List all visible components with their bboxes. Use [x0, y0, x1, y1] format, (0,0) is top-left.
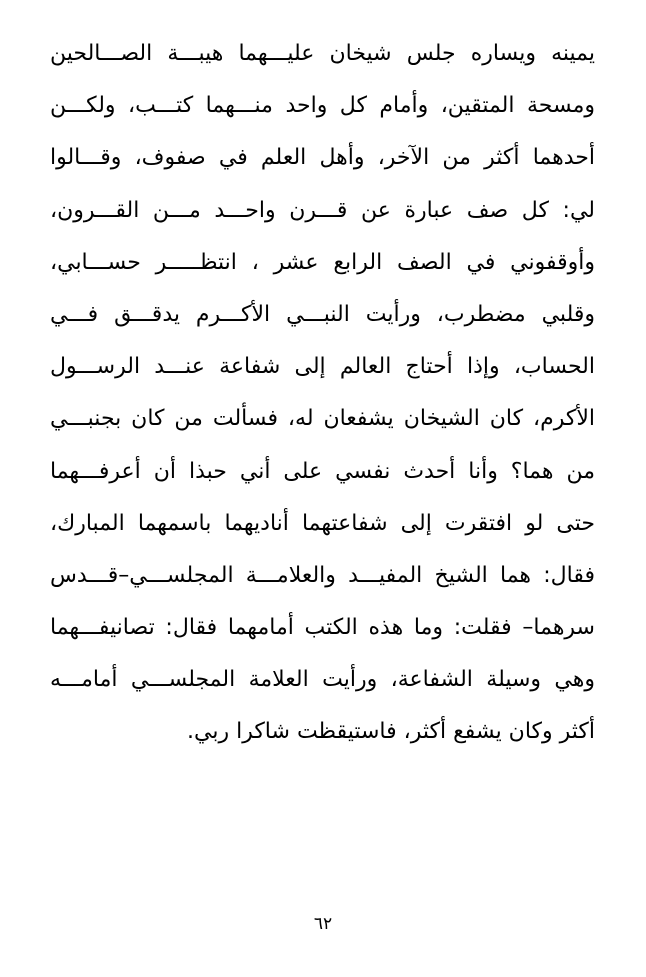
- text-line: حتى لو افتقرت إلى شفاعتهما أناديهما باسمهما المبارك،: [50, 510, 595, 536]
- page-number: ٦٢: [313, 914, 333, 934]
- text-line: وأوقفوني في الصف الرابع عشر ، انتظـــــر حســـابي،: [50, 249, 595, 275]
- text-line: فقال: هما الشيخ المفيـــد والعلامـــة المجلســـي–قـــدس: [50, 562, 595, 588]
- text-line: وهي وسيلة الشفاعة، ورأيت العلامة المجلســـي أمامـــه: [50, 667, 595, 693]
- text-line-last: أكثر وكان يشفع أكثر، فاستيقظت شاكرا ربي.: [187, 719, 595, 745]
- text-line: أحدهما أكثر من الآخر، وأهل العلم في صفوف، وقـــالوا: [50, 145, 595, 171]
- text-line: لي: كل صف عبارة عن قـــرن واحـــد مـــن القـــرون،: [50, 197, 595, 223]
- text-line: ومسحة المتقين، وأمام كل واحد منـــهما كتـــب، ولكـــن: [50, 93, 595, 119]
- text-line: وقلبي مضطرب، ورأيت النبـــي الأكـــرم يدقـــق فـــي: [50, 301, 595, 327]
- text-line: من هما؟ وأنا أحدث نفسي على أني حبذا أن أعرفـــهما: [50, 458, 595, 484]
- text-line: الأكرم، كان الشيخان يشفعان له، فسألت من كان بجنبـــي: [50, 406, 595, 432]
- text-line: الحساب، وإذا أحتاج العالم إلى شفاعة عنـــد الرســـول: [50, 354, 595, 380]
- body-text: [50, 28, 595, 759]
- text-line: سرهما– فقلت: وما هذه الكتب أمامهما فقال: تصانيفـــهما: [50, 615, 595, 641]
- text-line: يمينه ويساره جلس شيخان عليـــهما هيبـــة الصـــالحين: [50, 41, 595, 66]
